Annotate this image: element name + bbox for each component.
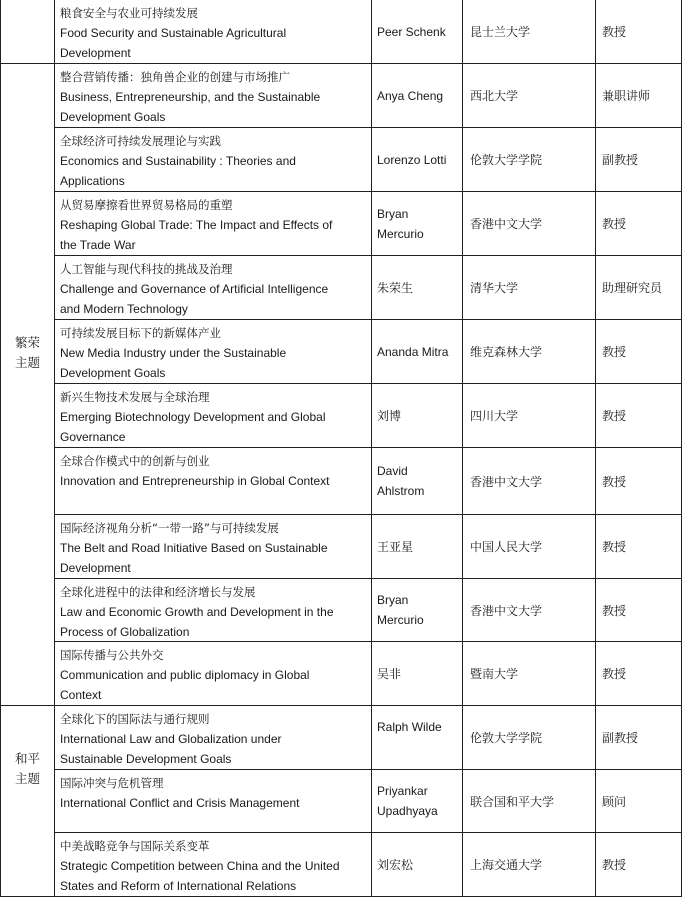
instructor-name-text: Ralph Wilde [377,720,442,734]
instructor-name-text: 朱荣生 [377,280,414,295]
university-text: 联合国和平大学 [470,794,555,809]
university [463,384,595,447]
instructor-name [372,128,462,191]
course-title-chinese: 新兴生物技术发展与全球治理 [60,390,210,404]
course-title [55,770,371,832]
instructor-name [372,515,462,578]
course-title-chinese: 国际传播与公共外交 [60,648,164,662]
course-title-english: Business, Entrepreneurship, and the Sustainable Development Goals [60,90,321,124]
academic-title [596,642,681,705]
academic-title [596,448,681,514]
academic-title-text: 教授 [602,345,627,359]
academic-title [596,770,681,832]
instructor-name-text: 王亚星 [377,539,414,554]
instructor-name-text: David Ahlstrom [377,464,425,498]
course-title [55,192,371,255]
course-title-chinese: 全球经济可持续发展理论与实践 [60,134,221,148]
course-title [55,833,371,896]
course-title-chinese: 国际冲突与危机管理 [60,776,164,790]
course-title [55,642,371,705]
course-title-english: Strategic Competition between China and the United States and Reform of International Relations [60,859,340,893]
course-title-chinese: 粮食安全与农业可持续发展 [60,6,198,20]
university-text: 四川大学 [470,409,519,423]
academic-title [596,128,681,191]
course-title [55,0,371,63]
university [463,706,595,769]
university-text: 暨南大学 [470,667,519,681]
university-text: 上海交通大学 [470,858,543,872]
course-title-english: International Law and Globalization under Sustainable Development Goals [60,732,282,766]
course-title-chinese: 全球化下的国际法与通行规则 [60,712,210,726]
university [463,579,595,641]
instructor-name [372,384,462,447]
academic-title [596,320,681,383]
course-title [55,579,371,641]
academic-title [596,384,681,447]
instructor-name [372,833,462,896]
instructor-name [372,192,462,255]
instructor-name-text: Priyankar Upadhyaya [377,784,438,818]
course-title-english: Economics and Sustainability : Theories and Applications [60,154,296,188]
course-title [55,515,371,578]
academic-title [596,706,681,769]
academic-title [596,64,681,127]
academic-title-text: 教授 [602,409,627,423]
university-text: 香港中文大学 [470,474,543,489]
instructor-name [372,706,462,769]
course-title [55,384,371,447]
academic-title-text: 教授 [602,217,627,231]
university-text: 香港中文大学 [470,603,543,618]
instructor-name-text: 刘宏松 [377,857,414,872]
academic-title-text: 教授 [602,603,627,618]
instructor-name [372,770,462,832]
course-title-chinese: 全球化进程中的法律和经济增长与发展 [60,585,256,599]
academic-title-text: 副教授 [602,153,639,167]
academic-title-text: 教授 [602,667,627,681]
university-text: 中国人民大学 [470,540,543,554]
instructor-name [372,256,462,319]
university [463,320,595,383]
university [463,0,595,63]
course-title [55,128,371,191]
academic-title-text: 副教授 [602,731,639,745]
academic-title-text: 教授 [602,25,627,39]
course-title-english: The Belt and Road Initiative Based on Sustainable Development [60,541,328,575]
academic-title [596,0,681,63]
instructor-name [372,579,462,641]
university [463,64,595,127]
theme-group-label: 和平 主题 [14,751,40,786]
academic-title-text: 助理研究员 [602,281,663,295]
instructor-name-text: 刘博 [377,408,402,423]
academic-title [596,579,681,641]
instructor-name [372,320,462,383]
university-text: 昆士兰大学 [470,25,531,39]
instructor-name [372,64,462,127]
theme-group-label: 繁荣 主题 [14,334,40,370]
university [463,448,595,514]
course-title-english: New Media Industry under the Sustainable Development Goals [60,346,287,380]
academic-title [596,515,681,578]
academic-title-text: 兼职讲师 [602,89,651,103]
instructor-name-text: Ananda Mitra [377,344,449,359]
university [463,256,595,319]
instructor-name [372,448,462,514]
course-title [55,64,371,127]
instructor-name [372,642,462,705]
course-title-english: Challenge and Governance of Artificial Intelligence and Modern Technology [60,282,329,316]
course-title-english: Law and Economic Growth and Development in the Process of Globalization [60,605,334,639]
university [463,515,595,578]
university-text: 伦敦大学学院 [470,731,543,745]
instructor-name-text: Bryan Mercurio [377,593,424,627]
university [463,192,595,255]
university [463,642,595,705]
university [463,833,595,896]
academic-title [596,833,681,896]
course-title-english: International Conflict and Crisis Management [60,796,300,810]
instructor-name-text: Peer Schenk [377,24,446,39]
course-title-chinese: 人工智能与现代科技的挑战及治理 [60,262,233,276]
university [463,128,595,191]
university [463,770,595,832]
course-title-chinese: 中美战略竞争与国际关系变革 [60,839,210,853]
university-text: 西北大学 [470,89,519,103]
university-text: 香港中文大学 [470,217,543,231]
course-title-chinese: 从贸易摩擦看世界贸易格局的重塑 [60,198,233,212]
course-title-chinese: 可持续发展目标下的新媒体产业 [60,326,221,340]
academic-title-text: 顾问 [602,794,627,809]
university-text: 维克森林大学 [470,345,543,359]
course-title [55,256,371,319]
course-title-chinese: 全球合作模式中的创新与创业 [60,454,210,468]
table-border-horizontal [0,896,682,897]
course-title-english: Reshaping Global Trade: The Impact and Effects of the Trade War [60,218,333,252]
course-title [55,448,371,514]
academic-title-text: 教授 [602,474,627,489]
course-title-english: Communication and public diplomacy in Global Context [60,668,310,702]
instructor-name-text: Lorenzo Lotti [377,152,447,167]
university-text: 伦敦大学学院 [470,153,543,167]
instructor-name [372,0,462,63]
academic-title-text: 教授 [602,858,627,872]
course-title-english: Food Security and Sustainable Agricultural Development [60,26,287,60]
course-title-chinese: 国际经济视角分析“一带一路”与可持续发展 [60,521,279,535]
university-text: 清华大学 [470,281,519,295]
instructor-name-text: Bryan Mercurio [377,206,424,241]
course-title [55,320,371,383]
course-title-chinese: 整合营销传播：独角兽企业的创建与市场推广 [60,70,290,84]
instructor-name-text: 吴非 [377,666,402,681]
academic-title [596,192,681,255]
table-border-vertical [681,0,682,897]
instructor-name-text: Anya Cheng [377,88,444,103]
academic-title [596,256,681,319]
course-title [55,706,371,769]
course-title-english: Innovation and Entrepreneurship in Global Context [60,474,330,488]
course-title-english: Emerging Biotechnology Development and Global Governance [60,410,326,444]
academic-title-text: 教授 [602,540,627,554]
